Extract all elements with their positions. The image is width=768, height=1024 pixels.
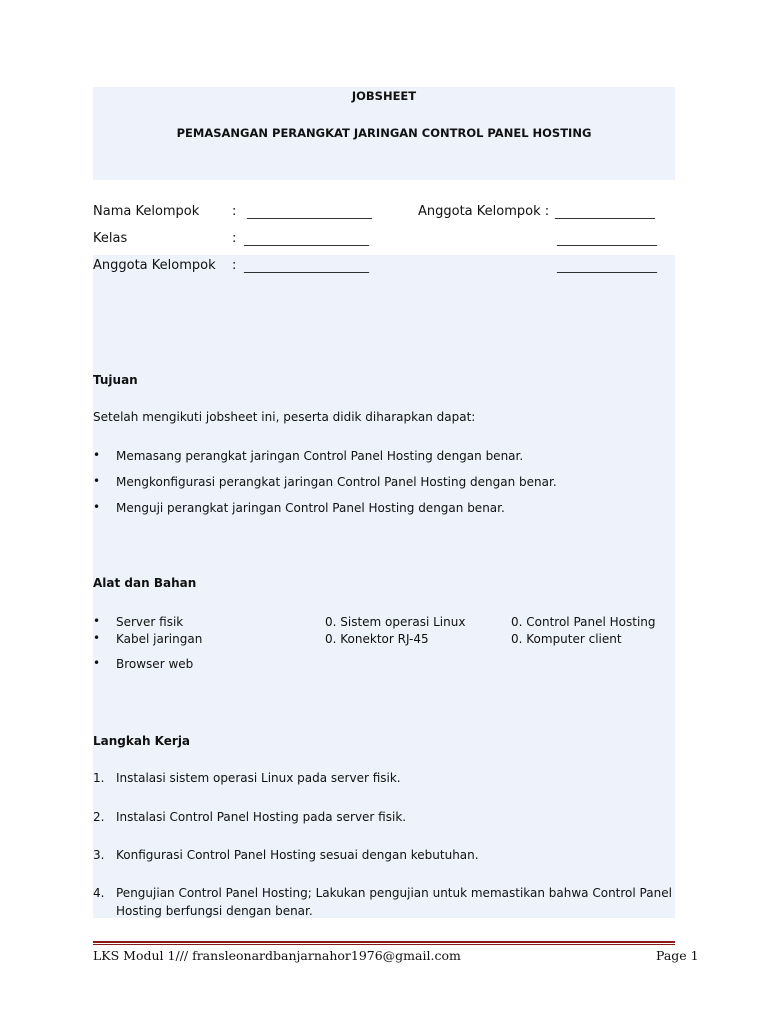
footer-rule [93,941,675,943]
alat-item: 0. Sistem operasi Linux [325,615,466,629]
anggota-right-blank-2[interactable]: ________________ [557,231,657,246]
tujuan-item: Mengkonfigurasi perangkat jaringan Control Panel Hosting dengan benar. [116,475,557,489]
alat-item: 0. Komputer client [511,632,622,646]
step-number: 3. [93,848,105,862]
alat-item: 0. Konektor RJ-45 [325,632,429,646]
anggota-label: Anggota Kelompok [93,258,216,273]
bullet-icon: • [93,500,101,514]
tujuan-item: Menguji perangkat jaringan Control Panel Hosting dengan benar. [116,501,505,515]
footer-rule-thin [93,944,675,945]
alat-item: Kabel jaringan [116,632,203,646]
step-text: Pengujian Control Panel Hosting; Lakukan pengujian untuk memastikan bahwa Control Panel [116,886,672,900]
step-number: 2. [93,810,105,824]
kelas-label: Kelas [93,231,128,246]
colon: : [232,231,237,246]
tujuan-item: Memasang perangkat jaringan Control Panel Hosting dengan benar. [116,449,524,463]
step-number: 1. [93,771,105,785]
anggota-right-blank-1[interactable]: ________________ [555,204,655,219]
tujuan-heading: Tujuan [93,373,138,387]
alat-item: Browser web [116,657,194,671]
nama-kelompok-label: Nama Kelompok [93,204,200,219]
bullet-icon: • [93,656,101,670]
alat-heading: Alat dan Bahan [93,576,197,590]
footer-left: LKS Modul 1/// fransleonardbanjarnahor1976@gmail.com [93,948,461,963]
colon: : [232,204,237,219]
nama-kelompok-blank[interactable]: ____________________ [247,204,372,219]
doc-subtitle: PEMASANGAN PERANGKAT JARINGAN CONTROL PANEL HOSTING [176,126,592,140]
bullet-icon: • [93,614,101,628]
kelas-blank[interactable]: ____________________ [244,231,369,246]
bullet-icon: • [93,631,101,645]
step-number: 4. [93,886,105,900]
colon: : [232,258,237,273]
page-number: Page 1 [656,948,699,963]
bullet-icon: • [93,474,101,488]
langkah-heading: Langkah Kerja [93,734,191,748]
step-text-continued: Hosting berfungsi dengan benar. [116,904,313,918]
anggota-blank[interactable]: ____________________ [244,258,369,273]
step-text: Instalasi Control Panel Hosting pada server fisik. [116,810,407,824]
bullet-icon: • [93,448,101,462]
alat-item: Server fisik [116,615,184,629]
doc-title: JOBSHEET [351,89,417,103]
anggota-right-label: Anggota Kelompok : [418,204,550,219]
step-text: Konfigurasi Control Panel Hosting sesuai dengan kebutuhan. [116,848,479,862]
tujuan-intro: Setelah mengikuti jobsheet ini, peserta didik diharapkan dapat: [93,410,476,424]
anggota-right-blank-3[interactable]: ________________ [557,258,657,273]
step-text: Instalasi sistem operasi Linux pada server fisik. [116,771,401,785]
alat-item: 0. Control Panel Hosting [511,615,656,629]
